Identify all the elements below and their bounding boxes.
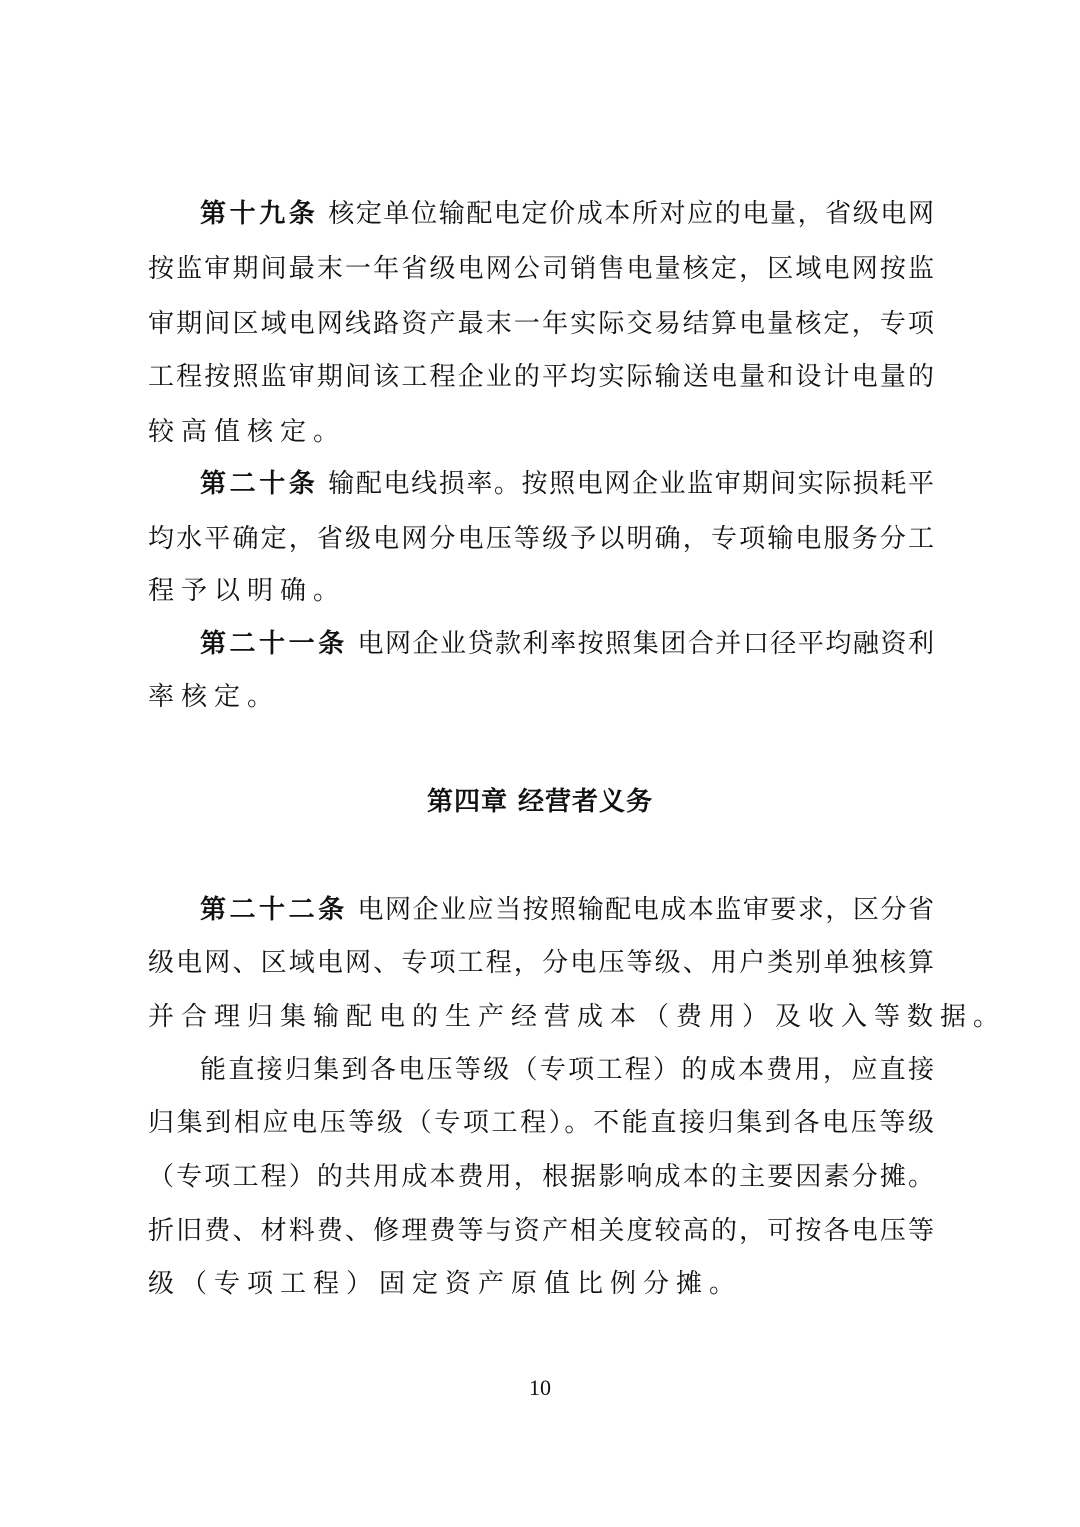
article-19-line-2: 按监审期间最末一年省级电网公司销售电量核定，区域电网按监 xyxy=(148,254,934,284)
article-19-number: 第十九条 xyxy=(200,199,319,229)
article-21-line-1 xyxy=(200,627,934,661)
article-22-line-3: 并合理归集输配电的生产经营成本（费用）及收入等数据。 xyxy=(148,1002,1007,1032)
article-22-line-2: 级电网、区域电网、专项工程，分电压等级、用户类别单独核算 xyxy=(148,948,934,978)
article-20-number: 第二十条 xyxy=(200,469,319,499)
article-22-line-1 xyxy=(200,893,934,927)
paragraph-line-4: 折旧费、材料费、修理费等与资产相关度较高的，可按各电压等 xyxy=(148,1216,934,1246)
article-20-line-1 xyxy=(200,467,934,501)
article-20-line-3: 程予以明确。 xyxy=(148,576,347,606)
article-19-text-1: 核定单位输配电定价成本所对应的电量，省级电网 xyxy=(328,199,934,229)
article-20-line-2: 均水平确定，省级电网分电压等级予以明确，专项输电服务分工 xyxy=(148,524,934,554)
article-19-line-1 xyxy=(200,197,934,231)
article-22-text-1: 电网企业应当按照输配电成本监审要求，区分省 xyxy=(357,895,934,925)
article-19-line-4: 工程按照监审期间该工程企业的平均实际输送电量和设计电量的 xyxy=(148,362,934,392)
article-21-line-2: 率核定。 xyxy=(148,682,281,712)
article-22-number: 第二十二条 xyxy=(200,895,348,925)
article-21-text-1: 电网企业贷款利率按照集团合并口径平均融资利 xyxy=(357,629,934,659)
article-20-text-1: 输配电线损率。按照电网企业监审期间实际损耗平 xyxy=(328,469,934,499)
paragraph-line-3: （专项工程）的共用成本费用，根据影响成本的主要因素分摊。 xyxy=(148,1162,934,1192)
article-19-line-5: 较高值核定。 xyxy=(148,417,347,447)
article-19-line-3: 审期间区域电网线路资产最末一年实际交易结算电量核定，专项 xyxy=(148,309,934,339)
page-number: 10 xyxy=(529,1375,551,1400)
paragraph-line-5: 级（专项工程）固定资产原值比例分摊。 xyxy=(148,1269,743,1299)
article-21-number: 第二十一条 xyxy=(200,629,348,659)
paragraph-line-2: 归集到相应电压等级（专项工程）。不能直接归集到各电压等级 xyxy=(148,1108,934,1138)
chapter-title: 第四章 经营者义务 xyxy=(426,787,654,817)
paragraph-line-1: 能直接归集到各电压等级（专项工程）的成本费用，应直接 xyxy=(200,1055,934,1085)
